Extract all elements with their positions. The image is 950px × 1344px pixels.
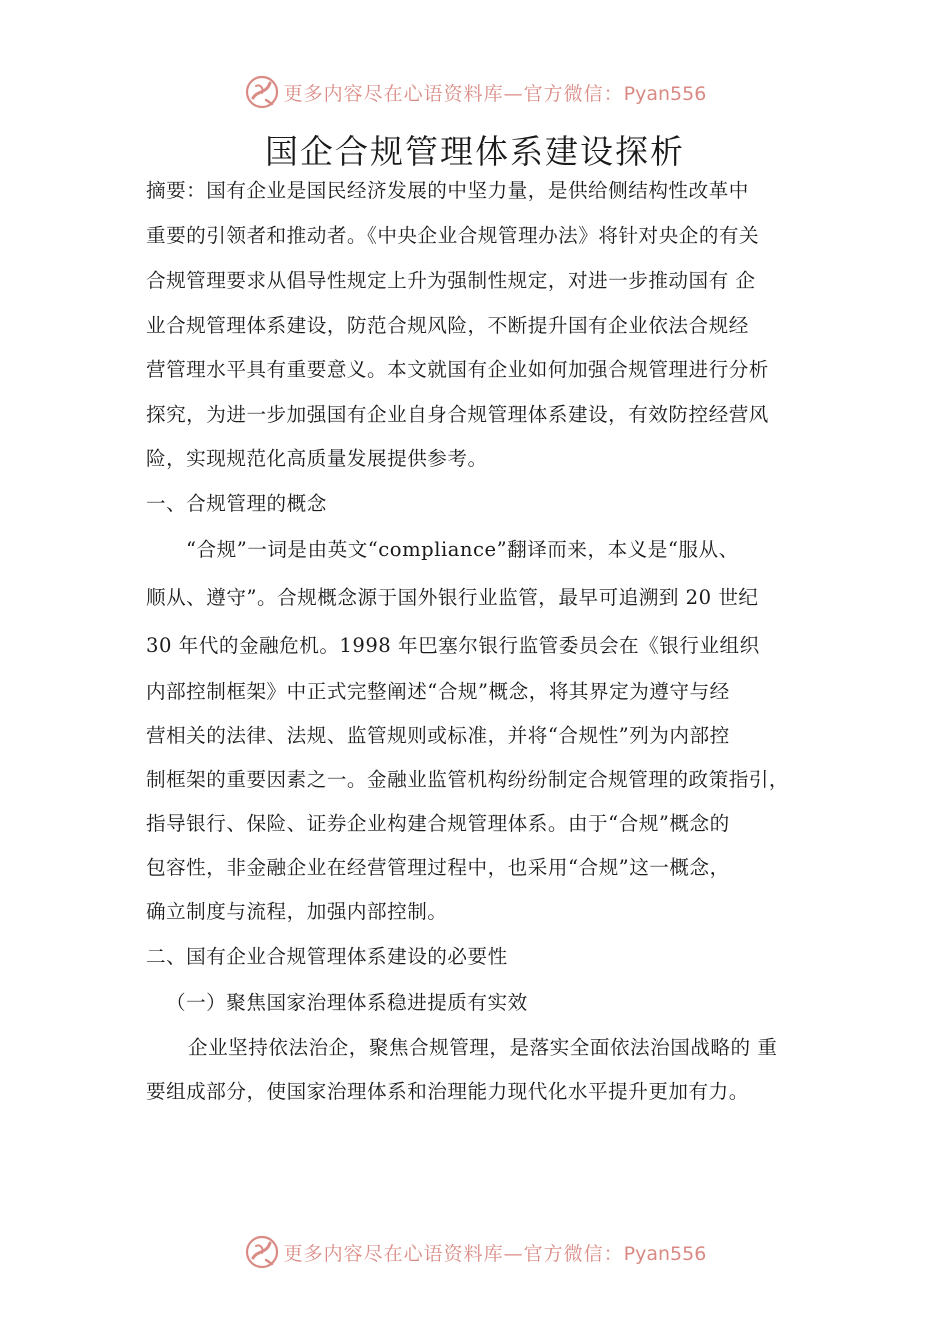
abstract-line-7: 险，实现规范化高质量发展提供参考。 — [146, 447, 488, 470]
body-line-2: 顺从、遵守”。合规概念源于国外银行业监管，最早可追溯到 20 世纪 — [146, 586, 759, 609]
section-heading-1: 一、合规管理的概念 — [146, 492, 327, 515]
body-line-11: 要组成部分，使国家治理体系和治理能力现代化水平提升更加有力。 — [146, 1080, 749, 1103]
body-line-3: 30 年代的金融危机。1998 年巴塞尔银行监管委员会在《银行业组织 — [146, 634, 760, 657]
watermark-text: 更多内容尽在心语资料库—官方微信：Pyan556 — [283, 82, 707, 105]
abstract-line-6: 探究，为进一步加强国有企业自身合规管理体系建设，有效防控经营风 — [146, 403, 769, 426]
section-heading-2: 二、国有企业合规管理体系建设的必要性 — [146, 945, 508, 968]
footer-watermark — [0, 1232, 950, 1272]
stylized-s-logo-icon — [244, 1234, 280, 1270]
body-line-7: 指导银行、保险、证券企业构建合规管理体系。由于“合规”概念的 — [146, 812, 730, 835]
watermark-text: 更多内容尽在心语资料库—官方微信：Pyan556 — [283, 1242, 707, 1265]
body-line-9: 确立制度与流程，加强内部控制。 — [146, 900, 448, 923]
document-title: 国企合规管理体系建设探析 — [265, 132, 685, 171]
body-line-4: 内部控制框架》中正式完整阐述“合规”概念，将其界定为遵守与经 — [146, 680, 730, 703]
abstract-line-4: 业合规管理体系建设，防范合规风险，不断提升国有企业依法合规经 — [146, 314, 749, 337]
header-watermark — [0, 72, 950, 112]
abstract-line-1: 摘要：国有企业是国民经济发展的中坚力量，是供给侧结构性改革中 — [146, 179, 749, 202]
body-line-5: 营相关的法律、法规、监管规则或标准，并将“合规性”列为内部控 — [146, 724, 730, 747]
subsection-heading-1: （一）聚焦国家治理体系稳进提质有实效 — [166, 991, 528, 1014]
body-line-8: 包容性，非金融企业在经营管理过程中，也采用“合规”这一概念， — [146, 856, 730, 879]
body-line-6: 制框架的重要因素之一。金融业监管机构纷纷制定合规管理的政策指引， — [146, 768, 789, 791]
body-line-1: “合规”一词是由英文“compliance”翻译而来，本义是“服从、 — [186, 538, 739, 561]
abstract-line-2: 重要的引领者和推动者。《中央企业合规管理办法》将针对央企的有关 — [146, 224, 760, 247]
stylized-s-logo-icon — [244, 74, 280, 110]
abstract-line-3: 合规管理要求从倡导性规定上升为强制性规定，对进一步推动国有 企 — [146, 269, 756, 292]
body-line-10: 企业坚持依法治企，聚焦合规管理，是落实全面依法治国战略的 重 — [188, 1036, 778, 1059]
abstract-line-5: 营管理水平具有重要意义。本文就国有企业如何加强合规管理进行分析 — [146, 358, 769, 381]
